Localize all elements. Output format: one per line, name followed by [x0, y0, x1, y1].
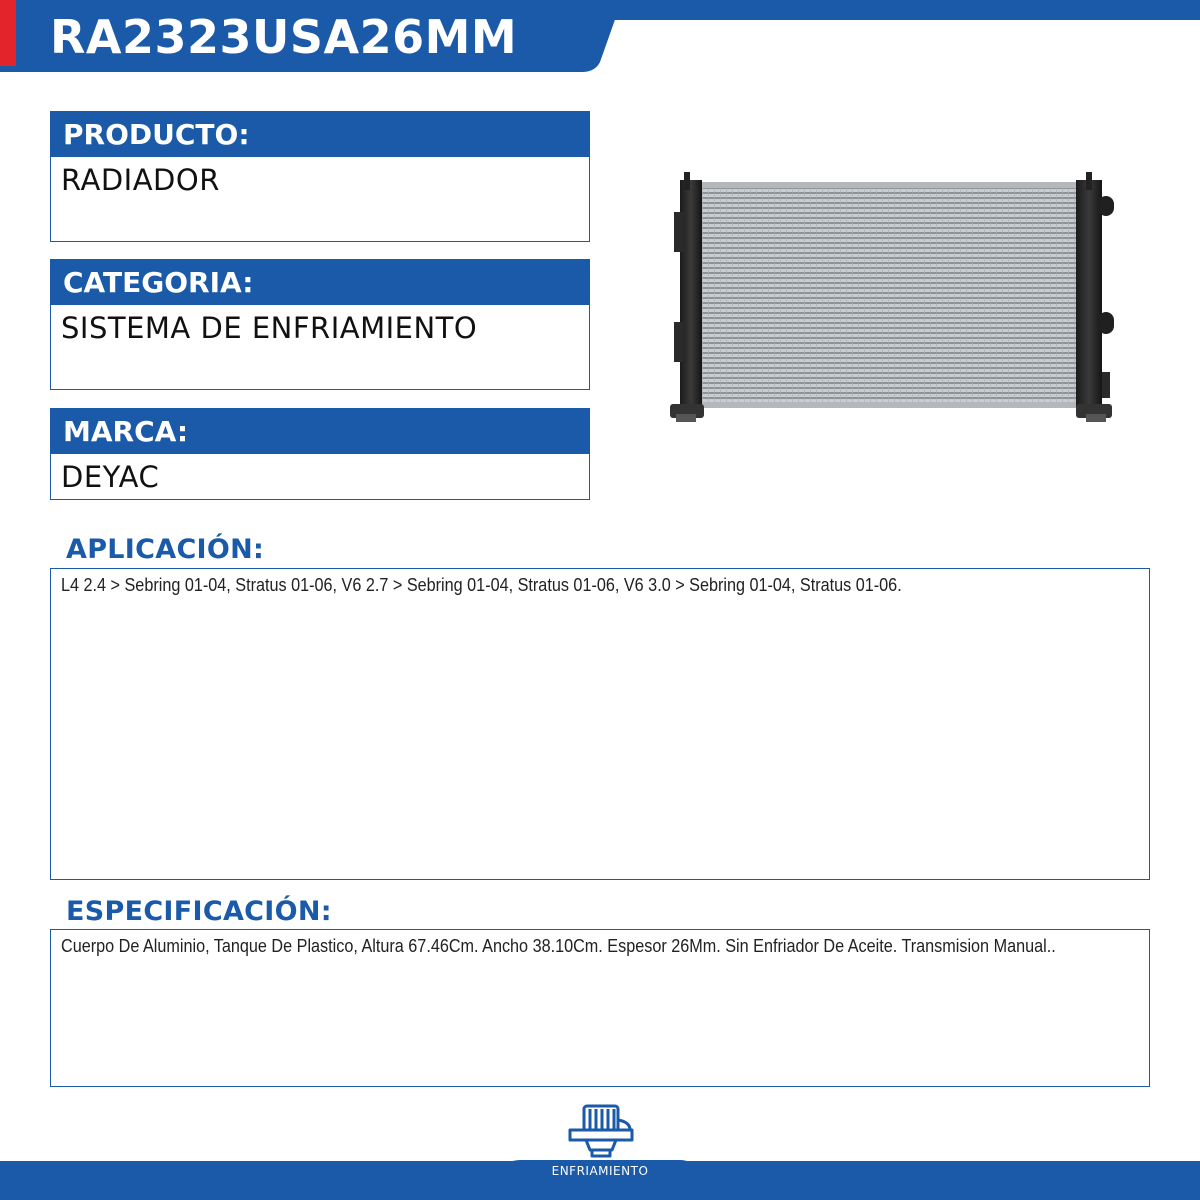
producto-value: RADIADOR	[50, 157, 590, 242]
aplicacion-text: L4 2.4 > Sebring 01-04, Stratus 01-06, V6 2.7 > Sebring 01-04, Stratus 01-06, V6 3.0 > Sebring 01-04, Stratus 01-06.	[61, 575, 902, 595]
especificacion-box	[50, 929, 1150, 1087]
marca-value: DEYAC	[50, 454, 590, 500]
footer-banner	[0, 1100, 1200, 1200]
aplicacion-title: APLICACIÓN:	[66, 534, 265, 565]
aplicacion-box	[50, 568, 1150, 880]
categoria-value: SISTEMA DE ENFRIAMIENTO	[50, 305, 590, 390]
water-pump-icon	[570, 1106, 632, 1156]
categoria-label: CATEGORIA:	[50, 259, 590, 305]
product-sku-title: RA2323USA26MM	[50, 10, 518, 64]
producto-label: PRODUCTO:	[50, 111, 590, 157]
footer-category-label: ENFRIAMIENTO	[551, 1164, 649, 1178]
marca-label: MARCA:	[50, 408, 590, 454]
especificacion-title: ESPECIFICACIÓN:	[66, 896, 332, 927]
radiator-product-image	[666, 172, 1116, 427]
especificacion-text: Cuerpo De Aluminio, Tanque De Plastico, Altura 67.46Cm. Ancho 38.10Cm. Espesor 26Mm. Sin Enfriador De Aceite. Transmision Manual..	[61, 936, 1056, 956]
